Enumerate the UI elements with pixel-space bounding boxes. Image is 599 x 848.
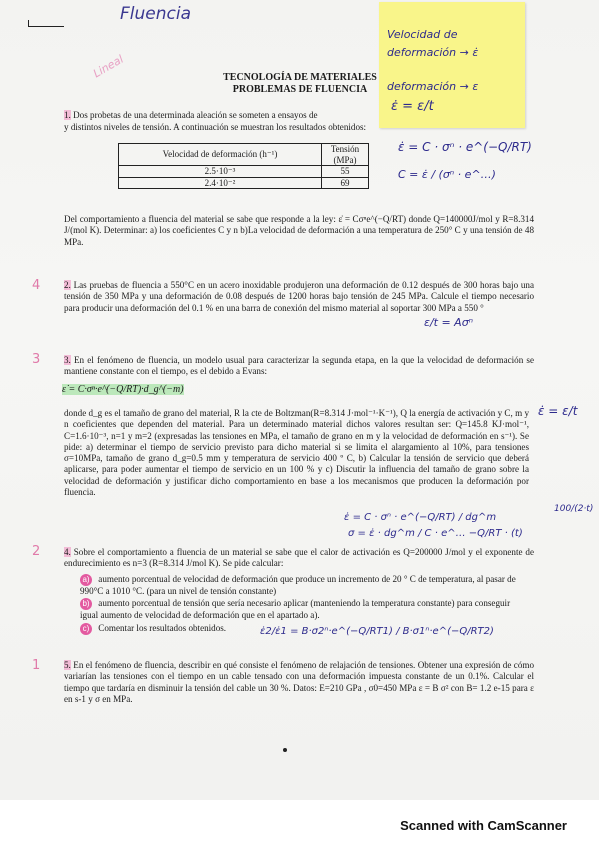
problem-4-item-c	[80, 623, 280, 635]
problem-3-hw-eq2: ε̇ = C · σⁿ · e^(−Q/RT) / dg^m	[344, 512, 497, 523]
table-cell: 55	[322, 166, 369, 178]
problem-3-text-a: En el fenómeno de fluencia, un modelo usual para caracterizar la segunda etapa, en la que la velocidad de deformación se mantiene constante con el tiempo, es el debido a Evans:	[64, 355, 534, 377]
problem-2-text: Las pruebas de fluencia a 550°C en un acero inoxidable produjeron una deformación de 0.12 después de 300 horas bajo una tensión de 350 MPa y una deformación de 0.08 después de 1200 horas bajo tensión de 245 MPa. Calcule el tiempo necesario para producir una deformación del 0.1 % en una barra de conexión del mismo material al soportar 300 MPa a 550 °	[64, 280, 534, 313]
problem-4-item-b	[80, 598, 530, 621]
problem-1-hw-eq2: C = ε̇ / (σⁿ · e^…)	[398, 168, 496, 181]
creep-data-table	[118, 143, 369, 189]
problem-1-intro	[64, 110, 384, 121]
problem-2-margin-note: 4	[32, 278, 41, 293]
item-a-marker: a)	[80, 574, 92, 586]
table-header-strain-rate: Velocidad de deformación (h⁻¹)	[119, 144, 322, 166]
problem-3-hw-eq3: σ = ε̇ · dg^m / C · e^… −Q/RT · (t)	[348, 528, 523, 539]
page-title-line1: TECNOLOGÍA DE MATERIALES	[223, 72, 377, 83]
item-b-marker: b)	[80, 598, 92, 610]
table-header-stress: Tensión (MPa)	[322, 144, 369, 166]
table-cell: 69	[322, 177, 369, 189]
problem-4-margin-note: 2	[32, 544, 41, 559]
scanner-watermark: Scanned with CamScanner	[400, 818, 567, 833]
problem-3-hw-eq1: ε̇ = ε/t	[538, 404, 578, 418]
item-c-marker: c)	[80, 623, 92, 635]
sticky-line-1: Velocidad de	[387, 28, 458, 41]
problem-1-number: 1.	[64, 110, 71, 120]
problem-1-hw-eq1: ε̇ = C · σⁿ · e^(−Q/RT)	[398, 140, 532, 154]
problem-2-hw-eq: ε/t = Aσⁿ	[424, 316, 474, 329]
problem-1-text-a: Dos probetas de una determinada aleación se someten a ensayos de	[73, 110, 318, 120]
sticky-line-3: deformación → ε	[387, 80, 479, 93]
sticky-line-4: ε̇ = ε/t	[391, 99, 434, 114]
problem-3-number: 3.	[64, 355, 71, 365]
problem-5-margin-note: 1	[32, 658, 41, 673]
corner-mark	[28, 26, 64, 27]
problem-4-text: Sobre el comportamiento a fluencia de un material se sabe que el calor de activación es Q=200000 J/mol y el exponente de endurecimiento es n=3 (R=8.314 J/mol K). Se pide calcular:	[64, 547, 535, 569]
item-c-text: Comentar los resultados obtenidos.	[98, 623, 227, 633]
sticky-line-2: deformación → ε̇	[387, 46, 479, 59]
problem-5	[64, 660, 534, 705]
problem-3-hw-eq4: 100/(2·t)	[554, 504, 594, 514]
problem-5-number: 5.	[64, 660, 71, 670]
item-b-text: aumento porcentual de tensión que sería necesario aplicar (manteniendo la temperatura constante) para conseguir igual aumento de velocidad de deformación que en el apartado a).	[80, 598, 511, 620]
problem-4-intro	[64, 547, 534, 570]
problem-5-text: En el fenómeno de fluencia, describir en qué consiste el fenómeno de relajación de tensiones. Obtener una expresión de cómo variarían las tensiones con el tiempo en un cable tensado con una deformación impuesta constante de un 0.1%. Calcular el tiempo que tardaría en disminuir la tensión del cable un 30 %. Datos: E=210 GPa , σ0=450 MPa ε = B σ² con B= 1.2 e-15 para ε en s-1 y σ en MPa.	[64, 660, 534, 704]
problem-3-text-b: donde d_g es el tamaño de grano del material, R la cte de Boltzman(R=8.314 J·mol⁻¹·K⁻¹), Q la energía de activación y C, m y n coeficientes que dependen del material. Para un determinado material dichos valores resultan ser: Q=145.8 KJ·mol⁻¹, C=1.6·10⁻³, n=1 y m=2 (expresadas las tensiones en MPa, el tamaño de grano en m y la velocidad de deformación en s⁻¹). Se pide: a) determinar el tiempo de servicio previsto para dicho material si se limita el alargamiento al 10%, para tensiones σ=10MPa, tamaño de grano d_g=0.5 mm y temperatura de servicio 400 º C, b) Calcular la tensión de servicio que deberá aplicarse, para poder aumentar el tiempo de servicio en un 100 % y c) Discutir la influencia del tamaño de grano sobre la velocidad de deformación y justificar dicho comportamiento en base a los mecanismos que producen la deformación por fluencia.	[64, 408, 529, 498]
handwritten-title: Fluencia	[120, 4, 191, 24]
sticky-note	[379, 2, 525, 128]
problem-4-item-a	[80, 574, 530, 597]
problem-1-text-b: y distintos niveles de tensión. A continuación se muestran los resultados obtenidos:	[64, 122, 367, 132]
evans-formula: ε̇ = C·σⁿ·e^(−Q/RT)·d_g^(−m)	[62, 384, 184, 395]
problem-4-hw-eq: ε̇2/ε̇1 = B·σ2ⁿ·e^(−Q/RT1) / B·σ1ⁿ·e^(−Q/RT2)	[260, 626, 494, 637]
table-cell: 2.4·10⁻²	[119, 177, 322, 189]
item-a-text: aumento porcentual de velocidad de deformación que produce un incremento de 20 ° C de temperatura, al pasar de 990°C a 1010 °C. (para un nivel de tensión constante)	[80, 574, 516, 596]
problem-3-intro	[64, 355, 534, 378]
problem-3-margin-note: 3	[32, 352, 41, 367]
corner-mark-tick	[28, 20, 29, 27]
pen-dot	[283, 748, 287, 752]
page-title-line2: PROBLEMAS DE FLUENCIA	[232, 84, 368, 95]
table-cell: 2.5·10⁻³	[119, 166, 322, 178]
problem-2	[64, 280, 534, 314]
pink-faint-note: Lineal	[90, 52, 126, 81]
problem-1-text-c: Del comportamiento a fluencia del material se sabe que responde a la ley: ε̇ = Cσⁿe^(−Q/RT) donde Q=140000J/mol y R=8.314 J/(mol K). Determinar: a) los coeficientes C y n b)La velocidad de deformación a una temperatura de 250° C y una tensión de 48 MPa.	[64, 214, 534, 247]
problem-4-number: 4.	[64, 547, 71, 557]
problem-2-number: 2.	[64, 280, 71, 290]
